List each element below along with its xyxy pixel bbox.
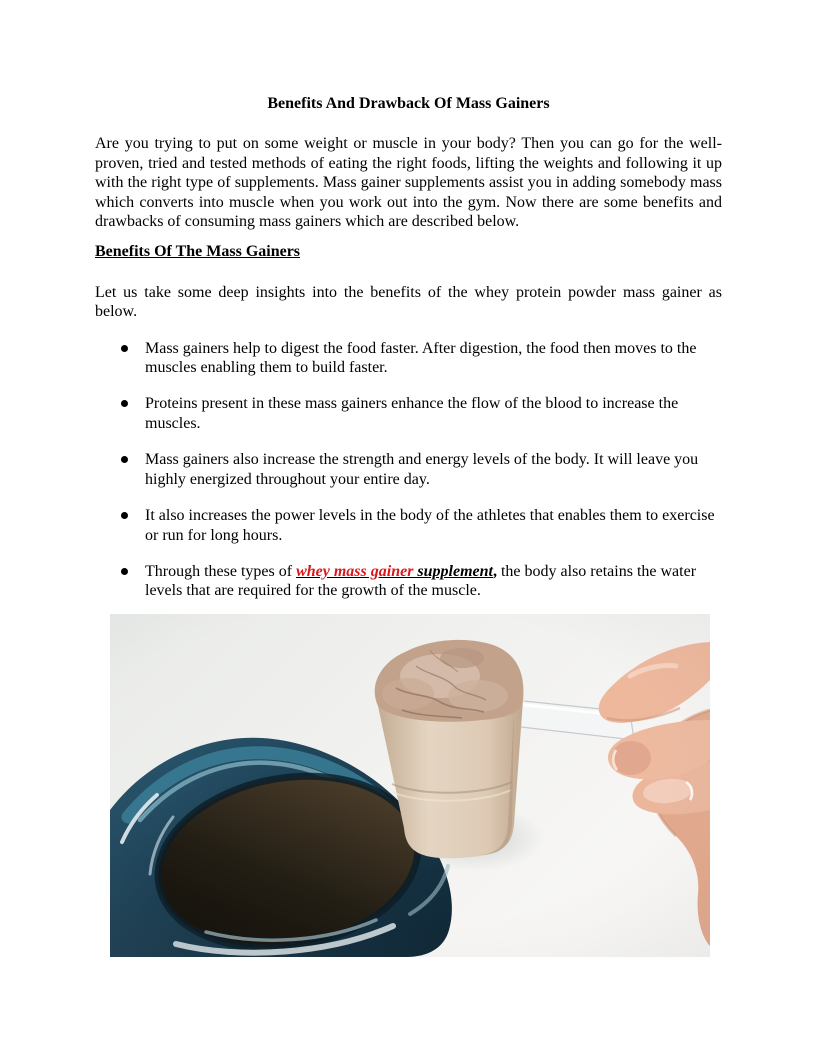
bullet-text: It also increases the power levels in the body of the athletes that enables them to exercise or run for long hours. bbox=[145, 507, 715, 544]
whey-mass-gainer-link[interactable] bbox=[296, 563, 493, 580]
list-item bbox=[95, 562, 722, 601]
bullet-icon bbox=[121, 456, 128, 463]
bullet-icon bbox=[121, 568, 128, 575]
bullet-icon bbox=[121, 400, 128, 407]
bullet-text-before: Through these types of bbox=[145, 562, 297, 580]
document-content bbox=[95, 0, 722, 957]
protein-scoop-illustration bbox=[110, 614, 710, 957]
bullet-text-comma: , bbox=[492, 562, 497, 580]
bullet-icon bbox=[121, 512, 128, 519]
document-title: Benefits And Drawback Of Mass Gainers bbox=[267, 95, 550, 112]
bullet-icon bbox=[121, 345, 128, 352]
photo-vignette bbox=[110, 614, 710, 957]
list-item bbox=[95, 506, 722, 545]
link-text-red: whey mass gainer bbox=[296, 562, 418, 580]
bullet-text: Proteins present in these mass gainers enhance the flow of the blood to increase the muscles. bbox=[145, 395, 679, 432]
section-heading bbox=[95, 242, 722, 261]
link-text-dark: supplement bbox=[417, 562, 493, 580]
protein-scoop-photo bbox=[110, 614, 710, 957]
benefits-list bbox=[95, 339, 722, 601]
bullet-text-after: the body also retains the water levels that are required for the growth of the muscle. bbox=[145, 562, 697, 600]
intro-paragraph: Are you trying to put on some weight or muscle in your body? Then you can go for the well-proven, tried and tested methods of eating the right foods, lifting the weights and following it up with the right type of supplements. Mass gainer supplements assist you in adding somebody mass which converts into muscle when you work out into the gym. Now there are some benefits and drawbacks of consuming mass gainers which are described below. bbox=[95, 135, 722, 231]
list-item bbox=[95, 394, 722, 433]
section-heading-text: Benefits Of The Mass Gainers bbox=[95, 243, 301, 261]
bullet-text bbox=[145, 563, 696, 599]
list-item bbox=[95, 339, 722, 378]
list-item bbox=[95, 450, 722, 489]
bullet-text: Mass gainers help to digest the food faster. After digestion, the food then moves to the muscles enabling them to build faster. bbox=[145, 339, 697, 377]
section-intro-paragraph: Let us take some deep insights into the benefits of the whey protein powder mass gainer as below. bbox=[95, 283, 722, 321]
bullet-text: Mass gainers also increase the strength and energy levels of the body. It will leave you highly energized throughout your entire day. bbox=[145, 451, 699, 488]
